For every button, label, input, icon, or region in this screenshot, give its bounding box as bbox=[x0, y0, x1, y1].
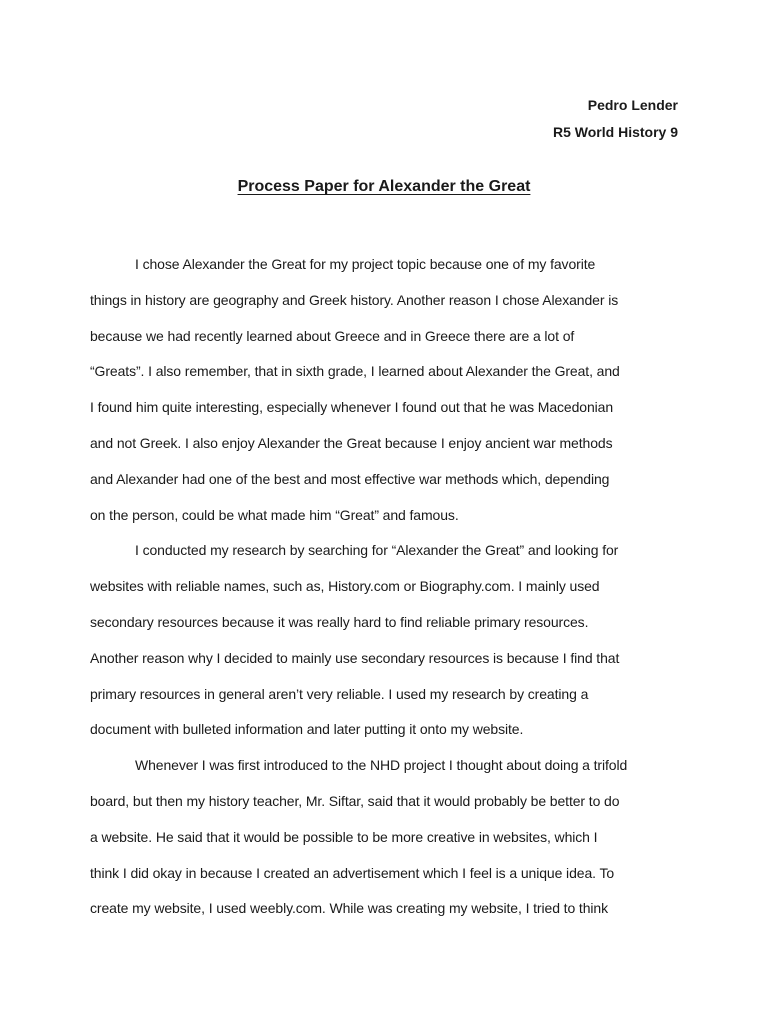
header-block bbox=[553, 92, 678, 146]
text-line: and Alexander had one of the best and most effective war methods which, depending bbox=[90, 470, 610, 487]
text-line: board, but then my history teacher, Mr. Siftar, said that it would probably be better to do bbox=[90, 792, 620, 809]
text-line: I conducted my research by searching for “Alexander the Great” and looking for bbox=[135, 542, 619, 559]
text-line: things in history are geography and Greek history. Another reason I chose Alexander is bbox=[90, 291, 619, 308]
class-info: R5 World History 9 bbox=[553, 124, 678, 140]
text-line: and not Greek. I also enjoy Alexander the Great because I enjoy ancient war methods bbox=[90, 434, 613, 451]
text-line: Another reason why I decided to mainly use secondary resources is because I find that bbox=[90, 649, 620, 666]
text-line: Whenever I was first introduced to the NHD project I thought about doing a trifold bbox=[135, 757, 628, 774]
paragraph-3 bbox=[90, 748, 680, 927]
text-line: think I did okay in because I created an advertisement which I feel is a unique idea. To bbox=[90, 864, 615, 881]
text-line: on the person, could be what made him “Great” and famous. bbox=[90, 506, 459, 523]
text-line: websites with reliable names, such as, History.com or Biography.com. I mainly used bbox=[90, 578, 600, 595]
text-line: document with bulleted information and later putting it onto my website. bbox=[90, 721, 524, 738]
paragraph-1 bbox=[90, 247, 680, 533]
text-line: primary resources in general aren’t very reliable. I used my research by creating a bbox=[90, 685, 589, 702]
text-line: secondary resources because it was really hard to find reliable primary resources. bbox=[90, 613, 589, 630]
text-line: because we had recently learned about Greece and in Greece there are a lot of bbox=[90, 327, 575, 344]
author-name: Pedro Lender bbox=[587, 97, 678, 113]
essay-body bbox=[90, 247, 680, 927]
text-line: I found him quite interesting, especially whenever I found out that he was Macedonian bbox=[90, 399, 614, 416]
text-line: “Greats”. I also remember, that in sixth grade, I learned about Alexander the Great, and bbox=[90, 363, 620, 380]
paragraph-2 bbox=[90, 533, 680, 748]
text-line: I chose Alexander the Great for my project topic because one of my favorite bbox=[135, 256, 596, 272]
text-line: create my website, I used weebly.com. While was creating my website, I tried to think bbox=[90, 900, 609, 917]
text-line: a website. He said that it would be possible to be more creative in websites, which I bbox=[90, 828, 598, 845]
page-title: Process Paper for Alexander the Great bbox=[237, 178, 531, 195]
